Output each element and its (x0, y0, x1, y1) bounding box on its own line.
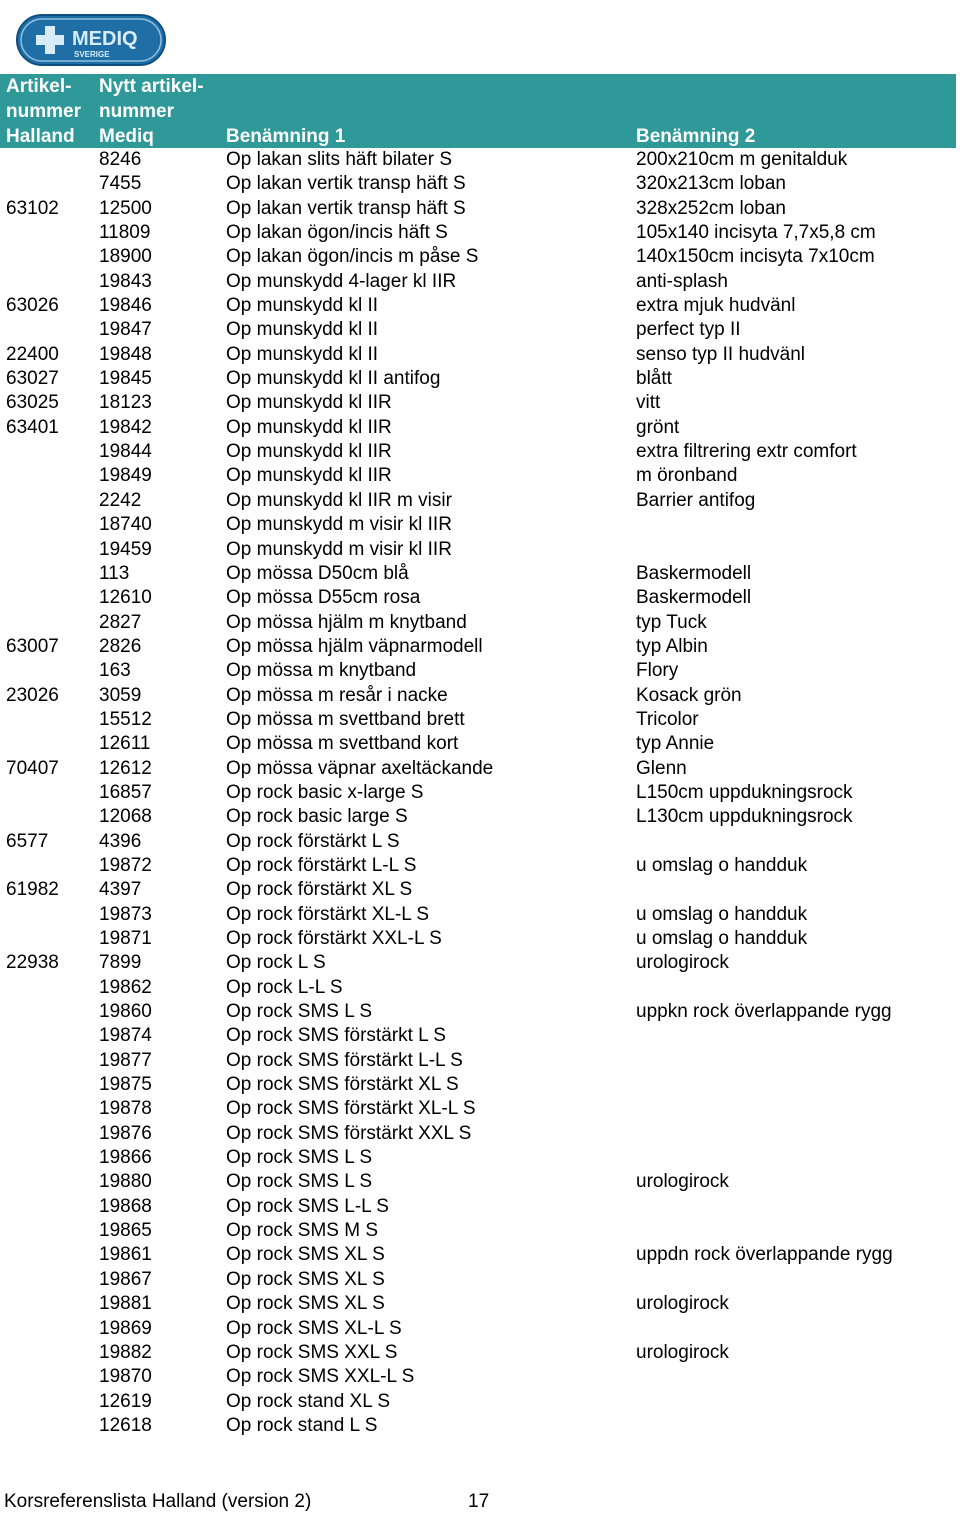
cell-benamning-1: Op rock stand XL S (226, 1390, 391, 1412)
cell-artikelnummer-mediq: 19871 (99, 928, 152, 949)
cell-benamning-2: Glenn (636, 757, 687, 779)
table-row (0, 197, 960, 221)
cell-benamning-1: Op rock SMS förstärkt XL S (226, 1074, 459, 1096)
cell-benamning-2: m öronband (636, 465, 738, 487)
page-footer (4, 1491, 490, 1513)
cell-benamning-1: Op rock förstärkt XXL-L S (226, 928, 442, 949)
logo-brand: MEDIQ (72, 28, 138, 50)
cell-benamning-2: typ Albin (636, 635, 708, 657)
cell-artikelnummer-halland: 6577 (6, 830, 49, 852)
table-row (0, 1146, 960, 1170)
cell-artikelnummer-mediq: 19847 (99, 319, 152, 341)
cell-artikelnummer-mediq: 2826 (99, 635, 142, 657)
cell-benamning-1: Op rock SMS L-L S (226, 1195, 389, 1217)
cell-benamning-2: grönt (636, 416, 680, 438)
cell-artikelnummer-mediq: 15512 (99, 708, 152, 730)
cell-artikelnummer-mediq: 2242 (99, 489, 142, 511)
cell-benamning-1: Op rock förstärkt XL-L S (226, 903, 430, 925)
cell-benamning-1: Op mössa hjälm väpnarmodell (226, 635, 483, 657)
table-row (0, 489, 960, 513)
table-row (0, 1268, 960, 1292)
cell-artikelnummer-mediq: 12068 (99, 806, 152, 828)
cell-benamning-1: Op rock SMS förstärkt L-L S (226, 1049, 463, 1071)
table-row (0, 391, 960, 415)
cell-artikelnummer-mediq: 19875 (99, 1074, 152, 1096)
table-row (0, 805, 960, 829)
cell-artikelnummer-mediq: 19880 (99, 1171, 152, 1193)
cell-benamning-1: Op munskydd kl II (226, 295, 379, 317)
cell-benamning-1: Op rock SMS XL S (226, 1293, 385, 1315)
cell-benamning-1: Op mössa D55cm rosa (226, 587, 421, 609)
table-row (0, 1414, 960, 1438)
cell-benamning-1: Op rock förstärkt XL S (226, 879, 413, 901)
table-row (0, 903, 960, 927)
cell-benamning-2: 320x213cm loban (636, 173, 786, 195)
cell-artikelnummer-halland: 22938 (6, 952, 59, 974)
cell-benamning-1: Op mössa hjälm m knytband (226, 611, 467, 633)
cell-benamning-1: Op rock SMS förstärkt L S (226, 1025, 446, 1047)
cell-benamning-1: Op rock L S (226, 952, 326, 974)
logo-sub: SVERIGE (74, 50, 110, 59)
cell-artikelnummer-mediq: 19874 (99, 1025, 152, 1047)
table-row (0, 1122, 960, 1146)
cell-benamning-1: Op lakan ögon/incis häft S (226, 222, 448, 244)
table-row (0, 1390, 960, 1414)
cell-benamning-1: Op mössa väpnar axeltäckande (226, 757, 494, 779)
table-row (0, 1024, 960, 1048)
table-row (0, 1073, 960, 1097)
cell-artikelnummer-mediq: 19870 (99, 1366, 152, 1388)
table-row (0, 1170, 960, 1194)
cell-benamning-2: uppkn rock överlappande rygg (636, 1001, 892, 1023)
cell-artikelnummer-mediq: 19866 (99, 1147, 152, 1169)
cell-artikelnummer-mediq: 12500 (99, 197, 152, 219)
cell-benamning-2: u omslag o handduk (636, 928, 808, 949)
cell-artikelnummer-mediq: 3059 (99, 684, 142, 706)
table-row (0, 513, 960, 537)
table-row (0, 1049, 960, 1073)
cell-benamning-2: Barrier antifog (636, 489, 756, 511)
cell-artikelnummer-halland: 22400 (6, 343, 59, 365)
table-row (0, 1365, 960, 1389)
table-row (0, 562, 960, 586)
cell-benamning-2: typ Tuck (636, 611, 707, 633)
table-row (0, 708, 960, 732)
table-row (0, 440, 960, 464)
cell-artikelnummer-mediq: 113 (99, 562, 130, 584)
cell-benamning-1: Op lakan vertik transp häft S (226, 173, 466, 195)
page-number: 17 (468, 1491, 490, 1512)
cell-artikelnummer-halland: 61982 (6, 879, 59, 901)
table-row (0, 732, 960, 756)
cell-benamning-1: Op rock SMS XL S (226, 1268, 385, 1290)
cell-artikelnummer-mediq: 19842 (99, 416, 152, 438)
cell-artikelnummer-mediq: 19872 (99, 854, 152, 876)
footer-title: Korsreferenslista Halland (version 2) (4, 1491, 312, 1512)
cell-artikelnummer-mediq: 12610 (99, 587, 152, 609)
cell-artikelnummer-halland: 63025 (6, 392, 59, 414)
cell-benamning-2: u omslag o handduk (636, 854, 808, 876)
cell-benamning-2: anti-splash (636, 270, 728, 292)
cell-benamning-1: Op rock basic x-large S (226, 781, 424, 803)
cell-artikelnummer-mediq: 19846 (99, 295, 152, 317)
cell-benamning-1: Op rock SMS L S (226, 1147, 373, 1169)
table-row (0, 659, 960, 683)
cell-artikelnummer-mediq: 19843 (99, 270, 152, 292)
cell-artikelnummer-mediq: 8246 (99, 149, 142, 170)
cell-artikelnummer-mediq: 19459 (99, 538, 152, 560)
cell-benamning-1: Op rock L-L S (226, 976, 343, 998)
table-row (0, 1292, 960, 1316)
cell-benamning-1: Op rock förstärkt L S (226, 830, 400, 852)
table-row (0, 635, 960, 659)
cell-benamning-1: Op rock SMS L S (226, 1001, 373, 1023)
cell-artikelnummer-mediq: 19869 (99, 1317, 152, 1339)
cell-benamning-1: Op munskydd 4-lager kl IIR (226, 270, 457, 292)
cell-artikelnummer-mediq: 19873 (99, 903, 152, 925)
table-row (0, 830, 960, 854)
cell-artikelnummer-mediq: 11809 (99, 222, 151, 244)
cell-benamning-2: blått (636, 368, 672, 390)
cell-benamning-1: Op munskydd kl IIR (226, 416, 392, 438)
cell-artikelnummer-mediq: 19868 (99, 1195, 152, 1217)
table-row (0, 148, 960, 172)
cell-artikelnummer-mediq: 19882 (99, 1341, 152, 1363)
cell-artikelnummer-halland: 63027 (6, 368, 59, 390)
cell-benamning-1: Op munskydd m visir kl IIR (226, 514, 452, 536)
cell-benamning-1: Op munskydd kl II (226, 343, 379, 365)
cell-benamning-1: Op rock basic large S (226, 806, 408, 828)
cell-benamning-2: 200x210cm m genitalduk (636, 149, 848, 170)
cell-benamning-1: Op lakan vertik transp häft S (226, 197, 466, 219)
cell-artikelnummer-mediq: 18900 (99, 246, 152, 268)
cell-artikelnummer-halland: 23026 (6, 684, 59, 706)
cell-artikelnummer-mediq: 19861 (99, 1244, 152, 1266)
cell-benamning-2: Tricolor (636, 708, 699, 730)
cell-artikelnummer-halland: 63026 (6, 295, 59, 317)
cell-benamning-1: Op munskydd kl IIR (226, 465, 392, 487)
table-row (0, 951, 960, 975)
cell-benamning-1: Op mössa D50cm blå (226, 562, 409, 584)
table-row (0, 611, 960, 635)
cell-benamning-1: Op rock SMS XXL-L S (226, 1366, 415, 1388)
cell-benamning-1: Op rock SMS förstärkt XXL S (226, 1122, 472, 1144)
table-row (0, 854, 960, 878)
header-artikelnummer-halland: Artikel- nummer Halland (6, 76, 81, 147)
table-row (0, 538, 960, 562)
cell-benamning-2: perfect typ II (636, 319, 741, 341)
table-row (0, 270, 960, 294)
cell-benamning-1: Op munskydd kl II antifog (226, 368, 441, 390)
cell-benamning-2: 140x150cm incisyta 7x10cm (636, 246, 875, 268)
table-row (0, 1317, 960, 1341)
cell-benamning-2: Flory (636, 660, 679, 682)
table-row (0, 318, 960, 342)
cell-benamning-1: Op rock stand L S (226, 1414, 378, 1436)
cell-artikelnummer-mediq: 19867 (99, 1268, 152, 1290)
header-benamning-1: Benämning 1 (226, 126, 346, 147)
cell-artikelnummer-mediq: 18123 (99, 392, 152, 414)
cell-artikelnummer-mediq: 2827 (99, 611, 142, 633)
cell-benamning-2: L150cm uppdukningsrock (636, 781, 853, 803)
cell-artikelnummer-mediq: 19878 (99, 1098, 152, 1120)
cell-benamning-1: Op mössa m svettband brett (226, 708, 465, 730)
cell-benamning-1: Op mössa m svettband kort (226, 733, 459, 755)
cell-artikelnummer-mediq: 19844 (99, 441, 152, 463)
cell-artikelnummer-halland: 63102 (6, 197, 59, 219)
table-row (0, 367, 960, 391)
table-row (0, 1000, 960, 1024)
cell-benamning-2: vitt (636, 392, 661, 414)
cell-artikelnummer-mediq: 16857 (99, 781, 152, 803)
table-row (0, 1219, 960, 1243)
cell-artikelnummer-mediq: 19860 (99, 1001, 152, 1023)
cell-benamning-1: Op rock SMS L S (226, 1171, 373, 1193)
cell-benamning-2: Baskermodell (636, 562, 752, 584)
cell-benamning-2: urologirock (636, 952, 729, 974)
table-row (0, 1195, 960, 1219)
table-row (0, 1097, 960, 1121)
cell-benamning-2: u omslag o handduk (636, 903, 808, 925)
cell-benamning-1: Op munskydd kl II (226, 319, 379, 341)
cell-benamning-1: Op rock SMS XL-L S (226, 1317, 402, 1339)
cell-benamning-1: Op mössa m knytband (226, 660, 417, 682)
mediq-logo (16, 14, 166, 66)
cell-benamning-1: Op rock SMS XXL S (226, 1341, 398, 1363)
cell-benamning-2: urologirock (636, 1293, 729, 1315)
cell-benamning-1: Op lakan slits häft bilater S (226, 149, 452, 170)
table-row (0, 976, 960, 1000)
cell-benamning-1: Op rock förstärkt L-L S (226, 854, 417, 876)
cell-artikelnummer-mediq: 19877 (99, 1049, 152, 1071)
cell-benamning-1: Op munskydd kl IIR (226, 392, 392, 414)
cell-benamning-2: typ Annie (636, 733, 715, 755)
header-artikelnummer-mediq: Nytt artikel- nummer Mediq (99, 76, 204, 147)
cell-artikelnummer-mediq: 12612 (99, 757, 152, 779)
table-row (0, 221, 960, 245)
table-row (0, 416, 960, 440)
cell-artikelnummer-mediq: 19876 (99, 1122, 152, 1144)
cell-benamning-2: urologirock (636, 1171, 729, 1193)
cell-benamning-1: Op rock SMS XL S (226, 1244, 385, 1266)
cell-artikelnummer-mediq: 19845 (99, 368, 152, 390)
cell-benamning-2: Baskermodell (636, 587, 752, 609)
cell-benamning-2: 328x252cm loban (636, 197, 786, 219)
table-row (0, 757, 960, 781)
table-row (0, 343, 960, 367)
table-body (0, 148, 960, 1438)
cell-benamning-2: L130cm uppdukningsrock (636, 806, 853, 828)
cell-artikelnummer-halland: 70407 (6, 757, 59, 779)
cell-benamning-2: uppdn rock överlappande rygg (636, 1244, 893, 1266)
cell-benamning-2: extra mjuk hudvänl (636, 295, 796, 317)
cell-benamning-1: Op rock SMS förstärkt XL-L S (226, 1098, 476, 1120)
cell-benamning-2: extra filtrering extr comfort (636, 441, 857, 463)
cell-benamning-2: urologirock (636, 1341, 729, 1363)
table-header (0, 74, 956, 148)
table-row (0, 878, 960, 902)
cell-benamning-1: Op munskydd kl IIR (226, 441, 392, 463)
header-benamning-2: Benämning 2 (636, 126, 756, 147)
cell-artikelnummer-mediq: 19881 (99, 1293, 152, 1315)
cell-artikelnummer-mediq: 19862 (99, 976, 152, 998)
cell-artikelnummer-halland: 63007 (6, 635, 59, 657)
table-row (0, 464, 960, 488)
cell-artikelnummer-mediq: 12619 (99, 1390, 152, 1412)
cell-benamning-2: senso typ II hudvänl (636, 343, 805, 365)
cell-artikelnummer-mediq: 7899 (99, 952, 142, 974)
cell-benamning-1: Op lakan ögon/incis m påse S (226, 246, 479, 268)
cell-artikelnummer-mediq: 18740 (99, 514, 152, 536)
cell-benamning-1: Op mössa m resår i nacke (226, 684, 448, 706)
cell-benamning-2: 105x140 incisyta 7,7x5,8 cm (636, 222, 876, 244)
cell-benamning-1: Op munskydd kl IIR m visir (226, 489, 452, 511)
cell-artikelnummer-mediq: 163 (99, 660, 131, 682)
table-row (0, 684, 960, 708)
table-row (0, 1243, 960, 1267)
cell-artikelnummer-mediq: 12611 (99, 733, 151, 755)
cell-artikelnummer-mediq: 4396 (99, 830, 142, 852)
cell-artikelnummer-mediq: 19849 (99, 465, 152, 487)
table-row (0, 781, 960, 805)
cell-artikelnummer-mediq: 4397 (99, 879, 142, 901)
cell-artikelnummer-mediq: 19865 (99, 1220, 152, 1242)
table-row (0, 172, 960, 196)
cell-artikelnummer-mediq: 19848 (99, 343, 152, 365)
table-row (0, 1341, 960, 1365)
table-row (0, 294, 960, 318)
cell-artikelnummer-mediq: 12618 (99, 1414, 152, 1436)
table-row (0, 927, 960, 951)
cell-benamning-1: Op rock SMS M S (226, 1220, 379, 1242)
cell-artikelnummer-halland: 63401 (6, 416, 59, 438)
cell-artikelnummer-mediq: 7455 (99, 173, 142, 195)
table-row (0, 245, 960, 269)
cell-benamning-1: Op munskydd m visir kl IIR (226, 538, 452, 560)
cell-benamning-2: Kosack grön (636, 684, 742, 706)
table-row (0, 586, 960, 610)
